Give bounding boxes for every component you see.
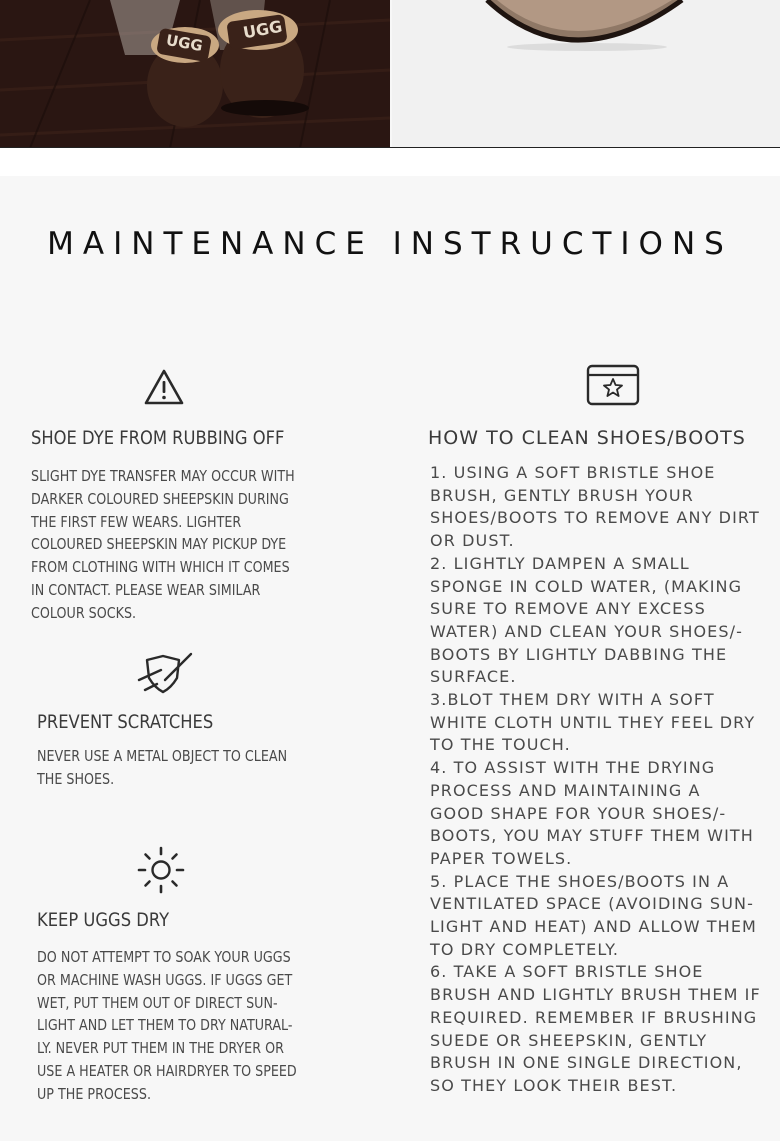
body-how-to-clean: 1. USING A SOFT BRISTLE SHOE BRUSH, GENTLY BRUSH YOUR SHOES/BOOTS TO REMOVE ANY DIRT OR DUST. 2. LIGHTLY DAMPEN A SMALL SPONGE IN COLD WATER, (MAKING SURE TO REMOVE ANY EXCESS WATER) AND CLEAN YOUR SHOES/- BOOTS BY LIGHTLY DABBING THE SURFACE. 3.BLOT THEM DRY WITH A SOFT WHITE CLOTH UNTIL THEY FEEL DRY TO THE TOUCH. 4. TO ASSIST WITH THE DRYING PROCESS AND MAINTAINING A GOOD SHAPE FOR YOUR SHOES/- BOOTS, YOU MAY STUFF THEM WITH PAPER TOWELS. 5. PLACE THE SHOES/BOOTS IN A VENTILATED SPACE (AVOIDING SUN- LIGHT AND HEAT) AND ALLOW THEM TO DRY COMPLETELY. 6. TAKE A SOFT BRISTLE SHOE BRUSH AND LIGHTLY BRUSH THEM IF REQUIRED. REMEMBER IF BRUSHING SUEDE OR SHEEPSKIN, GENTLY BRUSH IN ONE SINGLE DIRECTION, SO THEY LOOK THEIR BEST. bbox=[430, 463, 761, 1095]
warning-icon bbox=[143, 368, 185, 406]
ugg-logo-left: UGG bbox=[164, 30, 205, 56]
body-keep-dry: DO NOT ATTEMPT TO SOAK YOUR UGGS OR MACHINE WASH UGGS. IF UGGS GET WET, PUT THEM OUT OF DIRECT SUN- LIGHT AND LET THEM TO DRY NATURAL- LY. NEVER PUT THEM IN THE DRYER OR USE A HEATER OR HAIRDRYER TO SPEED UP THE PROCESS. bbox=[37, 948, 297, 1103]
white-band bbox=[0, 148, 780, 176]
heading-keep-dry: KEEP UGGS DRY bbox=[37, 909, 170, 931]
sun-icon bbox=[137, 846, 185, 894]
shield-scratch-icon bbox=[135, 650, 193, 696]
body-prevent-scratches: NEVER USE A METAL OBJECT TO CLEAN THE SHOES. bbox=[37, 747, 288, 788]
heading-shoe-dye: SHOE DYE FROM RUBBING OFF bbox=[31, 427, 285, 449]
photo-slipper-closeup bbox=[392, 0, 780, 148]
cleaning-box-icon bbox=[586, 364, 640, 406]
product-photos bbox=[0, 0, 780, 148]
ugg-logo-right: UGG bbox=[241, 16, 284, 43]
body-shoe-dye: SLIGHT DYE TRANSFER MAY OCCUR WITH DARKER COLOURED SHEEPSKIN DURING THE FIRST FEW WEARS. LIGHTER COLOURED SHEEPSKIN MAY PICKUP DYE FROM CLOTHING WITH WHICH IT COMES IN CONTACT. PLEASE WEAR SIMILAR COLOUR SOCKS. bbox=[31, 467, 295, 622]
heading-how-to-clean: HOW TO CLEAN SHOES/BOOTS bbox=[428, 427, 746, 449]
page-title: MAINTENANCE INSTRUCTIONS bbox=[47, 226, 733, 262]
photo-slippers-on-floor bbox=[0, 0, 390, 148]
heading-prevent-scratches: PREVENT SCRATCHES bbox=[37, 711, 214, 733]
